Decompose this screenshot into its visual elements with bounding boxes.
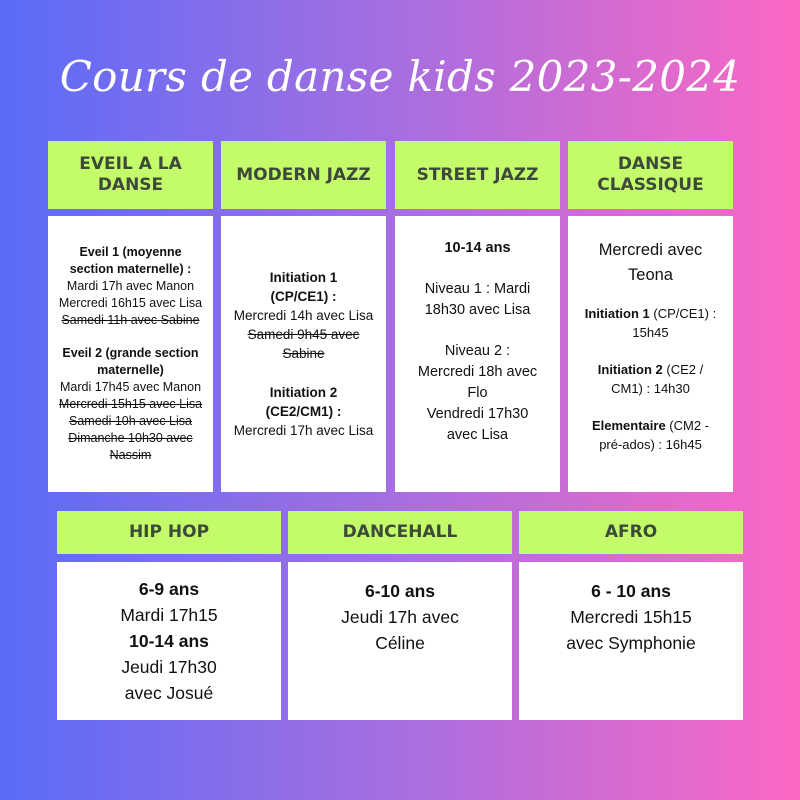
card-street-jazz: 10-14 ans Niveau 1 : Mardi 18h30 avec Lisa Niveau 2 : Mercredi 18h avec Flo Vendredi 17h30 avec Lisa	[395, 216, 560, 492]
card-dancehall: 6-10 ans Jeudi 17h avec Céline	[288, 562, 512, 720]
card-afro: 6 - 10 ans Mercredi 15h15 avec Symphonie	[519, 562, 743, 720]
card-danse-classique: Mercredi avec Teona Initiation 1 (CP/CE1) : 15h45 Initiation 2 (CE2 / CM1) : 14h30 Elementaire (CM2 - pré-ados) : 16h45	[568, 216, 733, 492]
header-dancehall: DANCEHALL	[288, 511, 512, 554]
header-modern-jazz: MODERN JAZZ	[221, 141, 386, 209]
header-danse-classique: DANSE CLASSIQUE	[568, 141, 733, 209]
header-eveil-a-la-danse: EVEIL A LA DANSE	[48, 141, 213, 209]
page-title: Cours de danse kids 2023-2024	[59, 52, 741, 101]
header-afro: AFRO	[519, 511, 743, 554]
card-modern-jazz: Initiation 1 (CP/CE1) : Mercredi 14h avec Lisa Samedi 9h45 avec Sabine Initiation 2 (CE2/CM1) : Mercredi 17h avec Lisa	[221, 216, 386, 492]
header-hip-hop: HIP HOP	[57, 511, 281, 554]
card-eveil-a-la-danse: Eveil 1 (moyenne section maternelle) : Mardi 17h avec Manon Mercredi 16h15 avec Lisa Samedi 11h avec Sabine Eveil 2 (grande section maternelle) Mardi 17h45 avec Manon Mercredi 15h15 avec Lisa Samedi 10h avec Lisa Dimanche 10h30 avec Nassim	[48, 216, 213, 492]
header-street-jazz: STREET JAZZ	[395, 141, 560, 209]
card-hip-hop: 6-9 ans Mardi 17h15 10-14 ans Jeudi 17h30 avec Josué	[57, 562, 281, 720]
